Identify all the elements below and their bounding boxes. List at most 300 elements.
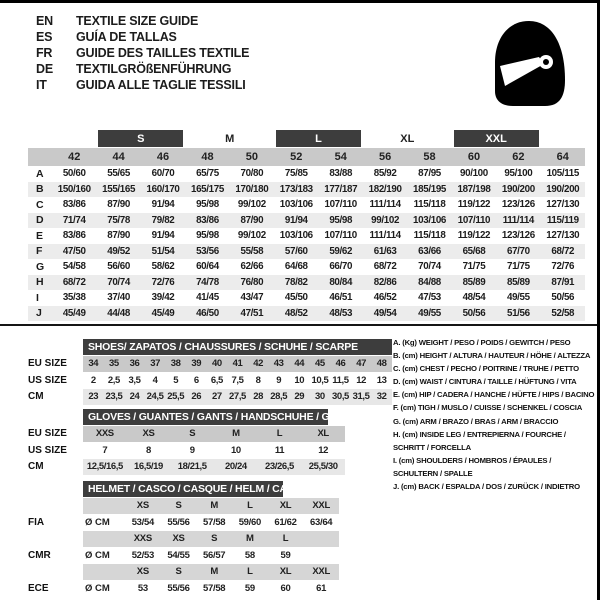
- measurement-value: 150/160: [57, 183, 91, 195]
- measurement-value: 173/183: [279, 183, 313, 195]
- gloves-us-row: [28, 443, 345, 459]
- measurement-rows: [28, 166, 585, 321]
- measurement-value: 49/52: [107, 245, 130, 257]
- measurement-value: 170/180: [235, 183, 269, 195]
- shoe-us-size: 11,5: [332, 374, 349, 386]
- measurement-value: 70/80: [240, 168, 264, 180]
- helmet-header-bar: HELMET / CASCO / CASQUE / HELM / CASCO: [83, 481, 283, 497]
- row-letter: I: [36, 291, 39, 304]
- glove-us-size: 7: [102, 444, 108, 456]
- standard-label: FIA: [28, 516, 45, 528]
- measurement-value: 56/60: [107, 261, 130, 273]
- spacer: [28, 531, 83, 547]
- language-code: EN: [36, 14, 53, 28]
- gloves-header-bar: GLOVES / GUANTES / GANTS / HANDSCHUHE / GUANTI: [83, 409, 328, 425]
- shoe-us-size: 10,5: [311, 374, 329, 386]
- gloves-cm-row: [28, 459, 345, 475]
- measurement-value: 127/130: [546, 199, 580, 211]
- language-title-block: [36, 13, 249, 93]
- language-row: [36, 29, 249, 45]
- shoe-cm-size: 25,5: [167, 391, 185, 403]
- shoe-eu-size: 43: [273, 358, 284, 370]
- size-group-xxl: XXL: [454, 130, 539, 147]
- size-group-l: L: [276, 130, 361, 147]
- shoe-eu-size: 38: [170, 358, 181, 370]
- section-divider: [0, 324, 600, 326]
- helmet-sizes-row: [28, 498, 339, 514]
- helmet-cm-value: 63/64: [310, 516, 333, 528]
- language-code: ES: [36, 30, 53, 44]
- helmet-size: L: [282, 533, 289, 545]
- helmet-table: [28, 481, 339, 596]
- diameter-unit: Ø CM: [85, 549, 110, 561]
- legend-item: J. (cm) BACK / ESPALDA / DOS / ZURÜCK / INDIETRO: [393, 482, 580, 492]
- measurement-value: 47/53: [418, 292, 441, 304]
- helmet-icon: [487, 17, 571, 109]
- measurement-value: 44/48: [107, 307, 130, 319]
- numeric-size-header-row: [28, 148, 585, 166]
- helmet-cm-value: 57/58: [203, 516, 226, 528]
- row-letter: J: [36, 307, 42, 320]
- shoe-eu-size: 42: [253, 358, 263, 370]
- helmet-cm-value: 55/56: [167, 516, 190, 528]
- measurement-value: 37/40: [107, 292, 130, 304]
- glove-size: XS: [142, 428, 155, 440]
- gloves-eu-row: [28, 426, 345, 442]
- spacer: [28, 498, 83, 514]
- measurement-value: 115/118: [413, 199, 446, 211]
- measurement-value: 46/51: [329, 292, 353, 304]
- helmet-cm-value: 59: [280, 549, 291, 561]
- measurement-value: 190/200: [546, 183, 580, 195]
- language-title: GUIDE DES TAILLES TEXTILE: [76, 46, 250, 60]
- row-label: CM: [28, 461, 44, 473]
- measurement-value: 83/86: [196, 214, 219, 226]
- shoe-cm-size: 32: [376, 391, 387, 403]
- measurement-value: 187/198: [457, 183, 491, 195]
- measurement-value: 160/170: [146, 183, 180, 195]
- size-header: 62: [512, 151, 525, 163]
- row-letter: C: [36, 198, 44, 211]
- measurement-value: 50/56: [551, 292, 575, 304]
- measurement-row: [28, 275, 585, 291]
- measurement-value: 71/74: [62, 214, 86, 226]
- size-header: 52: [290, 151, 303, 163]
- measurement-row: [28, 290, 585, 306]
- helmet-size: S: [211, 533, 218, 545]
- glove-cm-size: 23/26,5: [265, 461, 294, 473]
- legend-item: I. (cm) SHOULDERS / HOMBROS / ÉPAULES / SCHULTERN / SPALLE: [393, 455, 552, 478]
- measurement-value: 48/53: [329, 307, 353, 319]
- measurement-value: 35/38: [62, 292, 86, 304]
- measurement-value: 45/50: [284, 292, 308, 304]
- glove-size: XL: [317, 428, 329, 440]
- shoe-eu-size: 47: [356, 358, 366, 370]
- helmet-cm-value: 60: [280, 582, 291, 594]
- helmet-size: XXS: [133, 533, 152, 545]
- shoe-eu-size: 48: [376, 358, 387, 370]
- measurement-value: 190/200: [501, 183, 535, 195]
- measurement-value: 64/68: [284, 261, 308, 273]
- language-title: GUIDA ALLE TAGLIE TESSILI: [76, 78, 246, 92]
- size-header: 48: [201, 151, 214, 163]
- shoe-eu-size: 40: [212, 358, 222, 370]
- glove-us-size: 9: [189, 444, 195, 456]
- language-row: [36, 45, 249, 61]
- spacer: [28, 148, 52, 166]
- language-row: [36, 61, 249, 77]
- helmet-cm-value: 53/54: [131, 516, 154, 528]
- shoe-eu-size: 34: [88, 358, 99, 370]
- measurement-row: [28, 228, 585, 244]
- language-title: TEXTILE SIZE GUIDE: [76, 14, 199, 28]
- measurement-value: 84/88: [418, 276, 441, 288]
- measurement-value: 127/130: [546, 230, 580, 242]
- helmet-cm-value: 58: [244, 549, 255, 561]
- legend-item: G. (cm) ARM / BRAZO / BRAS / ARM / BRACCIO: [393, 416, 559, 426]
- shoe-us-size: 13: [376, 374, 387, 386]
- measurement-value: 83/86: [62, 199, 86, 211]
- helmet-cm-value: 61: [316, 582, 327, 594]
- shoe-eu-size: 46: [335, 358, 346, 370]
- measurement-value: 95/100: [504, 168, 533, 180]
- shoe-cm-size: 30,5: [332, 391, 349, 403]
- measurement-value: 50/60: [62, 168, 86, 180]
- measurement-value: 41/45: [196, 292, 219, 304]
- spacer: [83, 531, 125, 547]
- size-header: 46: [156, 151, 170, 163]
- measurement-value: 107/110: [324, 230, 357, 242]
- measurement-value: 55/65: [107, 168, 130, 180]
- measurement-value: 83/86: [62, 230, 86, 242]
- measurement-value: 46/52: [373, 292, 397, 304]
- measurement-value: 95/98: [196, 230, 219, 242]
- helmet-size: XXL: [312, 500, 330, 512]
- textile-size-table: [28, 130, 585, 321]
- shoe-us-size: 3,5: [128, 374, 141, 386]
- shoe-eu-size: 37: [150, 358, 160, 370]
- glove-size: M: [232, 428, 240, 440]
- measurement-row: [28, 244, 585, 260]
- measurement-value: 111/114: [369, 230, 401, 242]
- row-letter: D: [36, 214, 44, 227]
- legend-item: C. (cm) CHEST / PECHO / POITRINE / TRUHE / PETTO: [393, 364, 579, 374]
- measurement-value: 82/86: [373, 276, 397, 288]
- helmet-size: XXL: [312, 566, 330, 578]
- measurement-value: 45/49: [62, 307, 86, 319]
- measurement-value: 83/88: [329, 168, 353, 180]
- glove-cm-size: 20/24: [224, 461, 247, 473]
- size-header: 54: [334, 151, 347, 163]
- measurement-value: 85/89: [462, 276, 486, 288]
- glove-cm-size: 16,5/19: [134, 461, 163, 473]
- shoe-eu-size: 41: [232, 358, 243, 370]
- size-group-xl: XL: [400, 132, 415, 145]
- shoe-eu-size: 39: [191, 358, 202, 370]
- shoe-eu-size: 35: [109, 358, 119, 370]
- measurement-value: 70/74: [107, 276, 130, 288]
- measurement-value: 79/82: [151, 214, 175, 226]
- shoe-cm-size: 26: [191, 391, 202, 403]
- measurement-value: 71/75: [462, 261, 486, 273]
- helmet-size: S: [175, 566, 182, 578]
- shoe-us-size: 6,5: [210, 374, 223, 386]
- measurement-value: 60/64: [196, 261, 219, 273]
- helmet-values-row: [28, 515, 339, 531]
- measurement-value: 95/98: [196, 199, 219, 211]
- measurement-value: 123/126: [501, 230, 535, 242]
- measurement-value: 99/102: [237, 199, 266, 211]
- measurement-value: 65/75: [196, 168, 219, 180]
- diameter-unit: Ø CM: [85, 516, 110, 528]
- shoe-cm-size: 31,5: [352, 391, 370, 403]
- measurement-value: 87/95: [418, 168, 441, 180]
- measurement-value: 49/54: [373, 307, 397, 319]
- measurement-value: 165/175: [190, 183, 224, 195]
- shoe-us-size: 2: [90, 374, 96, 386]
- helmet-size: XL: [279, 566, 292, 578]
- size-header: 60: [467, 151, 481, 163]
- size-header: 50: [245, 151, 258, 163]
- shoe-us-size: 10: [294, 374, 305, 386]
- shoe-us-size: 12: [356, 374, 366, 386]
- shoe-us-size: 5: [173, 374, 179, 386]
- measurement-value: 68/72: [551, 245, 575, 257]
- measurement-legend: [393, 336, 596, 493]
- legend-item: F. (cm) TIGH / MUSLO / CUISSE / SCHENKEL / COSCIA: [393, 403, 583, 413]
- measurement-value: 87/90: [107, 199, 130, 211]
- measurement-value: 48/52: [284, 307, 308, 319]
- measurement-value: 58/62: [151, 261, 175, 273]
- shoe-eu-size: 44: [294, 358, 305, 370]
- measurement-value: 119/122: [457, 230, 491, 242]
- measurement-value: 75/78: [107, 214, 130, 226]
- measurement-row: [28, 306, 585, 322]
- measurement-value: 182/190: [368, 183, 402, 195]
- measurement-value: 66/70: [329, 261, 353, 273]
- shoes-header-bar: SHOES/ ZAPATOS / CHAUSSURES / SCHUHE / SCARPE: [83, 339, 392, 355]
- gloves-table: [28, 409, 361, 475]
- measurement-value: 80/84: [329, 276, 353, 288]
- legend-item: H. (cm) INSIDE LEG / ENTREPIERNA / FOURCHE / SCHRITT / FORCELLA: [393, 429, 566, 452]
- measurement-value: 45/49: [151, 307, 175, 319]
- measurement-value: 46/50: [196, 307, 219, 319]
- row-letter: A: [36, 167, 44, 180]
- measurement-value: 155/165: [102, 183, 136, 195]
- measurement-value: 87/90: [107, 230, 130, 242]
- shoes-eu-row: [28, 356, 392, 372]
- helmet-size: XS: [136, 500, 149, 512]
- measurement-row: [28, 213, 585, 229]
- shoe-cm-size: 30: [315, 391, 325, 403]
- measurement-value: 53/56: [196, 245, 219, 257]
- language-title: TEXTILGRÖßENFÜHRUNG: [76, 62, 232, 76]
- row-letter: G: [36, 260, 45, 273]
- measurement-value: 91/94: [284, 214, 308, 226]
- measurement-value: 68/72: [62, 276, 86, 288]
- measurement-value: 74/78: [196, 276, 219, 288]
- measurement-value: 57/60: [284, 245, 308, 257]
- row-label: US SIZE: [28, 444, 67, 456]
- row-letter: F: [36, 245, 43, 258]
- row-label: CM: [28, 391, 44, 403]
- shoe-eu-size: 45: [315, 358, 325, 370]
- spacer: [28, 564, 83, 580]
- glove-cm-size: 12,5/16,5: [86, 461, 123, 473]
- row-letter: B: [36, 183, 44, 196]
- glove-us-size: 12: [318, 444, 329, 456]
- shoe-cm-size: 24: [129, 391, 140, 403]
- shoe-us-size: 2,5: [107, 374, 120, 386]
- standard-label: CMR: [28, 549, 51, 561]
- helmet-size: M: [246, 533, 254, 545]
- helmet-values-row: [28, 548, 339, 564]
- measurement-row: [28, 182, 585, 198]
- glove-us-size: 11: [274, 444, 285, 456]
- legend-item: D. (cm) WAIST / CINTURA / TAILLE / HÜFTUNG / VITA: [393, 377, 577, 387]
- size-header: 64: [556, 151, 569, 163]
- shoe-cm-size: 27,5: [229, 391, 246, 403]
- measurement-value: 87/91: [551, 276, 575, 288]
- helmet-cm-value: 61/62: [274, 516, 297, 528]
- shoe-us-size: 9: [276, 374, 282, 386]
- measurement-value: 70/74: [418, 261, 441, 273]
- spacer: [28, 130, 96, 147]
- language-title: GUÍA DE TALLAS: [76, 30, 177, 44]
- language-code: FR: [36, 46, 53, 60]
- measurement-value: 61/63: [373, 245, 397, 257]
- measurement-value: 71/75: [506, 261, 530, 273]
- helmet-cm-value: 52/53: [131, 549, 154, 561]
- glove-us-size: 8: [146, 444, 151, 456]
- glove-size: S: [189, 428, 196, 440]
- measurement-value: 111/114: [369, 199, 401, 211]
- shoes-us-row: [28, 373, 392, 389]
- language-code: IT: [36, 78, 47, 92]
- helmet-cm-value: 56/57: [203, 549, 226, 561]
- size-group-header-row: [28, 130, 585, 147]
- helmet-size: S: [175, 500, 182, 512]
- measurement-value: 85/89: [506, 276, 530, 288]
- helmet-size: [303, 531, 339, 547]
- helmet-cm-value: 54/55: [167, 549, 190, 561]
- measurement-value: 43/47: [240, 292, 264, 304]
- shoe-cm-size: 28: [253, 391, 263, 403]
- measurement-value: 54/58: [62, 261, 86, 273]
- shoe-us-size: 6: [193, 374, 199, 386]
- measurement-value: 39/42: [151, 292, 175, 304]
- measurement-row: [28, 166, 585, 182]
- legend-item: A. (Kg) WEIGHT / PESO / POIDS / GEWITCH / PESO: [393, 338, 571, 347]
- measurement-value: 103/106: [279, 230, 313, 242]
- standard-label: ECE: [28, 582, 49, 594]
- helmet-size: M: [210, 500, 218, 512]
- shoe-eu-size: 36: [129, 358, 140, 370]
- measurement-value: 68/72: [373, 261, 397, 273]
- legend-item: E. (cm) HIP / CADERA / HANCHE / HÜFTE / HIPS / BACINO: [393, 390, 595, 400]
- shoe-cm-size: 27: [212, 391, 222, 403]
- helmet-values-row: [28, 581, 339, 597]
- measurement-value: 63/66: [418, 245, 441, 257]
- measurement-row: [28, 259, 585, 275]
- measurement-value: 103/106: [279, 199, 313, 211]
- measurement-value: 177/187: [324, 183, 358, 195]
- measurement-value: 47/51: [240, 307, 264, 319]
- helmet-cm-value: 59: [244, 582, 255, 594]
- measurement-value: 75/85: [284, 168, 308, 180]
- measurement-value: 95/98: [329, 214, 353, 226]
- helmet-size: M: [210, 566, 218, 578]
- measurement-value: 51/56: [506, 307, 530, 319]
- row-letter: H: [36, 276, 44, 289]
- measurement-value: 76/80: [240, 276, 264, 288]
- measurement-value: 115/118: [413, 230, 446, 242]
- measurement-value: 115/119: [546, 214, 579, 226]
- measurement-value: 49/55: [418, 307, 441, 319]
- shoe-us-size: 7,5: [231, 374, 244, 386]
- helmet-size: XL: [279, 500, 292, 512]
- shoe-cm-size: 29: [294, 391, 305, 403]
- measurement-value: 55/58: [240, 245, 264, 257]
- measurement-value: 119/122: [457, 199, 491, 211]
- measurement-value: 90/100: [460, 168, 488, 180]
- measurement-value: 78/82: [284, 276, 308, 288]
- helmet-sizes-row: [28, 531, 339, 547]
- measurement-value: 99/102: [371, 214, 400, 226]
- measurement-value: 123/126: [501, 199, 535, 211]
- measurement-value: 91/94: [151, 199, 175, 211]
- measurement-value: 111/114: [502, 214, 535, 226]
- measurement-value: 72/76: [551, 261, 575, 273]
- shoe-us-size: 4: [152, 374, 158, 386]
- helmet-cm-value: 53: [137, 582, 148, 594]
- measurement-value: 65/68: [462, 245, 486, 257]
- measurement-value: 67/70: [506, 245, 530, 257]
- size-header: 58: [423, 151, 436, 163]
- helmet-sizes-row: [28, 564, 339, 580]
- measurement-value: 107/110: [324, 199, 357, 211]
- helmet-size: L: [247, 500, 253, 512]
- language-code: DE: [36, 62, 53, 76]
- spacer: [83, 564, 125, 580]
- measurement-value: 59/62: [329, 245, 353, 257]
- measurement-value: 99/102: [237, 230, 266, 242]
- measurement-value: 52/58: [551, 307, 575, 319]
- glove-cm-size: 25,5/30: [308, 461, 338, 473]
- measurement-value: 91/94: [151, 230, 175, 242]
- shoe-cm-size: 24,5: [146, 391, 164, 403]
- size-group-s: S: [98, 130, 183, 147]
- glove-us-size: 10: [230, 444, 241, 456]
- measurement-value: 85/92: [373, 168, 397, 180]
- language-row: [36, 77, 249, 93]
- measurement-value: 50/56: [462, 307, 486, 319]
- language-row: [36, 13, 249, 29]
- helmet-size: XS: [172, 533, 185, 545]
- glove-cm-size: 18/21,5: [177, 461, 207, 473]
- helmet-size: L: [247, 566, 253, 578]
- row-label: EU SIZE: [28, 428, 67, 440]
- measurement-value: 103/106: [413, 214, 447, 226]
- measurement-value: 48/54: [462, 292, 486, 304]
- measurement-value: 49/55: [506, 292, 530, 304]
- row-label: US SIZE: [28, 374, 67, 386]
- legend-item: B. (cm) HEIGHT / ALTURA / HAUTEUR / HÖHE / ALTEZZA: [393, 351, 591, 361]
- spacer: [83, 498, 125, 514]
- size-header: 56: [378, 151, 392, 163]
- measurement-value: 51/54: [151, 245, 175, 257]
- measurement-value: 185/195: [413, 183, 447, 195]
